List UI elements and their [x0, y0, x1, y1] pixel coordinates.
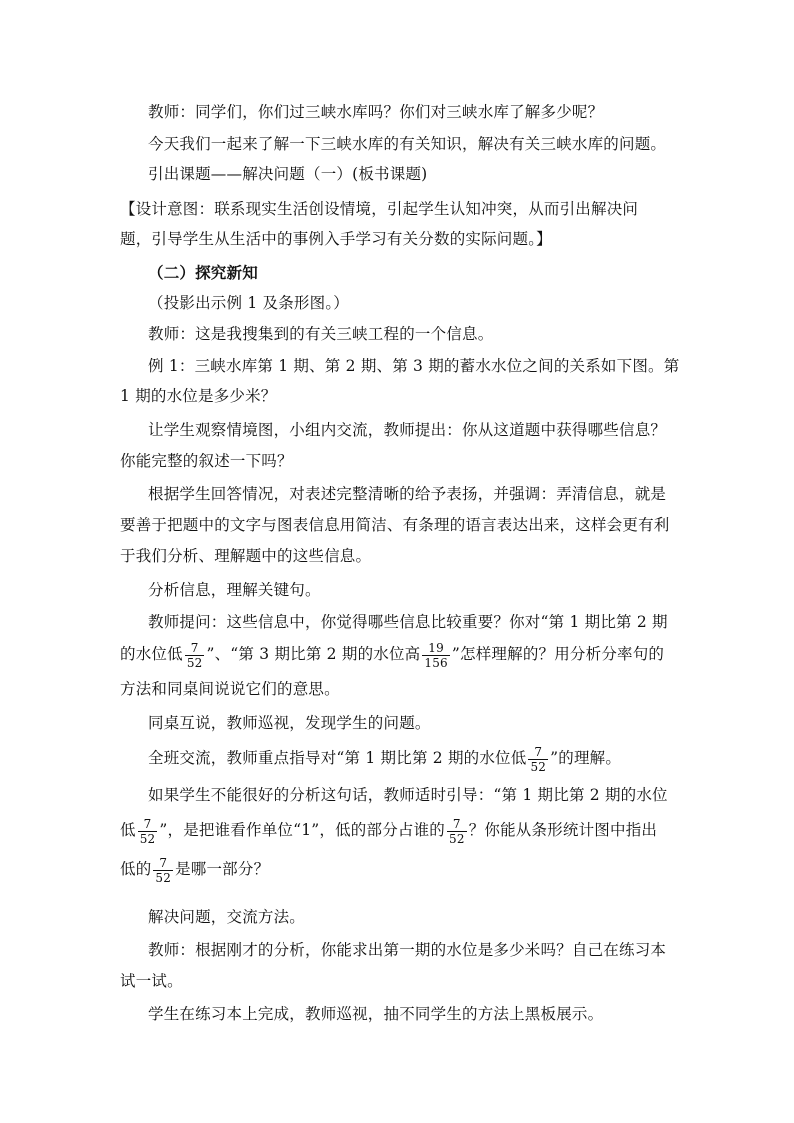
paragraph-student-work: 学生在练习本上完成，教师巡视，抽不同学生的方法上黑板展示。 [148, 1005, 604, 1023]
fraction-19-156: $\frac{19}{156}$ [424, 640, 448, 670]
observe-line-1: 让学生观察情境图，小组内交流，教师提出：你从这道题中获得哪些信息？ [148, 421, 667, 439]
praise-line-1: 根据学生回答情况，对表述完整清晰的给予表扬，并强调：弄清信息，就是 [148, 485, 667, 503]
paragraph-solve: 解决问题，交流方法。 [148, 908, 306, 926]
text-segment: 低 [120, 821, 136, 839]
teacher-asks-line-3: 方法和同桌间说说它们的意思。 [120, 680, 340, 698]
paragraph-teacher-question: 教师：同学们，你们过三峡水库吗？你们对三峡水库了解多少呢？ [148, 103, 604, 121]
paragraph-intro: 今天我们一起来了解一下三峡水库的有关知识，解决有关三峡水库的问题。 [148, 135, 667, 153]
fraction-7-52: $\frac{7}{52}$ [186, 640, 203, 670]
text-segment: ”怎样理解的？用分析分率句的 [451, 645, 665, 663]
teacher-solve-line-1: 教师：根据刚才的分析，你能求出第一期的水位是多少米吗？自己在练习本 [148, 941, 667, 959]
teacher-asks-line-2 [120, 638, 676, 670]
guide-line-3 [120, 853, 676, 885]
class-exchange-line [148, 742, 704, 774]
guide-line-2 [120, 814, 676, 846]
design-intent-line-2: 题，引导学生从生活中的事例入手学习有关分数的实际问题。】 [120, 230, 552, 248]
design-intent-line-1: 【设计意图：联系现实生活创设情境，引起学生认知冲突，从而引出解决问 [120, 200, 639, 218]
teacher-asks-line-1: 教师提问：这些信息中，你觉得哪些信息比较重要？你对“第 1 期比第 2 期 [148, 613, 668, 631]
paragraph-analyze: 分析信息，理解关键句。 [148, 581, 321, 599]
fraction-7-52: $\frac{7}{52}$ [449, 816, 465, 846]
praise-line-2: 要善于把题中的文字与图表信息用简洁、有条理的语言表达出来，这样会更有利 [120, 516, 670, 534]
example-line-1: 例 1：三峡水库第 1 期、第 2 期、第 3 期的蓄水水位之间的关系如下图。第 [148, 357, 680, 375]
text-segment: ”的理解。 [550, 749, 622, 767]
example-line-2: 1 期的水位是多少米？ [120, 387, 277, 405]
text-segment: ？你能从条形统计图中指出 [468, 821, 658, 839]
text-segment: 的水位低 [120, 645, 183, 663]
text-segment: ”，是把谁看作单位“1”，低的部分占谁的 [159, 821, 446, 839]
paragraph-pair-talk: 同桌互说，教师巡视，发现学生的问题。 [148, 714, 431, 732]
text-segment: 低的 [120, 860, 152, 878]
guide-line-1: 如果学生不能很好的分析这句话，教师适时引导：“第 1 期比第 2 期的水位 [148, 786, 668, 804]
praise-line-3: 于我们分析、理解题中的这些信息。 [120, 547, 372, 565]
fraction-7-52: $\frac{7}{52}$ [139, 816, 156, 846]
text-segment: 全班交流，教师重点指导对“第 1 期比第 2 期的水位低 [148, 749, 527, 767]
text-segment: ”、“第 3 期比第 2 期的水位高 [206, 645, 421, 663]
fraction-7-52: $\frac{7}{52}$ [530, 744, 547, 774]
text-segment: 是哪一部分？ [175, 860, 270, 878]
section-heading: （二）探究新知 [148, 263, 258, 282]
teacher-solve-line-2: 试一试。 [120, 972, 183, 990]
fraction-7-52: $\frac{7}{52}$ [155, 855, 172, 885]
paragraph-topic: 引出课题——解决问题（一）(板书课题) [148, 165, 428, 183]
observe-line-2: 你能完整的叙述一下吗？ [120, 452, 293, 470]
paragraph-teacher-info: 教师：这是我搜集到的有关三峡工程的一个信息。 [148, 325, 494, 343]
paragraph-projection: （投影出示例 1 及条形图。） [148, 294, 349, 312]
